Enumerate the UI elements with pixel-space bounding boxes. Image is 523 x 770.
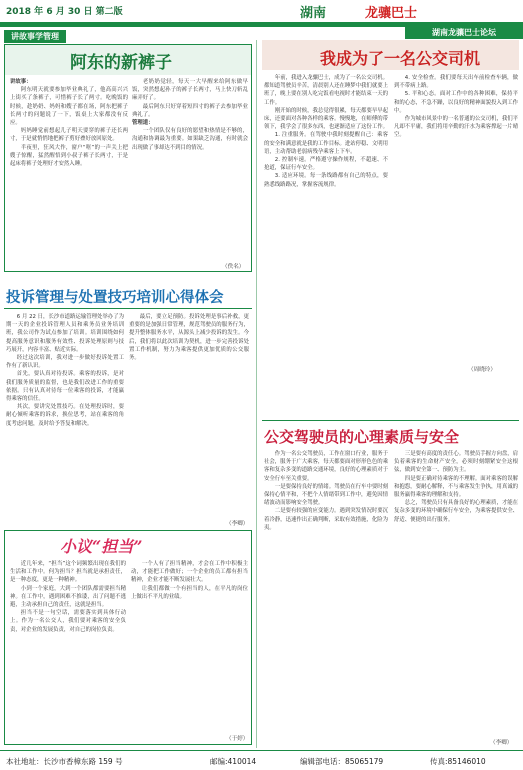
article-body-col1 <box>10 560 126 742</box>
paragraph: 刚开始的时候，我总觉得很累，每天都要早早起床，还要面对各种各样的乘客。慢慢地，在师傅的带领下，我学会了很多东西，也逐渐适应了这份工作。 <box>264 107 388 131</box>
paragraph: 小到一个家庭，大到一个团队都需要担当精神。在工作中，遇到困难不推诿，出了问题不逃避，主动承担自己的责任，这就是担当。 <box>10 585 126 609</box>
article-body-col2 <box>394 450 518 738</box>
footer-fax: 传真:85146010 <box>430 757 486 766</box>
issue-date: 2018 年 6 月 30 日 第二版 <box>6 7 123 17</box>
page-header <box>0 0 523 22</box>
author-sign: （周晓玲） <box>468 367 496 373</box>
article-body-col1 <box>10 78 128 268</box>
article-body-col2 <box>131 560 248 732</box>
article-body-col1 <box>6 313 124 527</box>
article-title: 投诉管理与处置技巧培训心得体会 <box>6 289 224 306</box>
article-body-col1 <box>264 450 388 746</box>
paragraph: 讲故事： <box>10 79 32 85</box>
paragraph: 担当不是一句空话，需要落实到具体行动上。作为一名公交人，我们要对乘客的安全负责，对企业的发展负责，对自己的岗位负责。 <box>10 610 126 633</box>
paragraph: 其次，要讲究处置技巧。在处理投诉时，要耐心倾听乘客的诉求，换位思考，站在乘客的角度考虑问题，及时给予答复和解决。 <box>6 404 124 427</box>
paragraph: 首先，要认真对待投诉。乘客的投诉，是对我们服务质量的监督，也是我们改进工作的重要依据。只有认真对待每一位乘客的投诉，才能赢得乘客的信任。 <box>6 371 124 403</box>
paragraph: 5. 平和心态。面对工作中的各种困难，保持平和的心态，不急不躁，以良好的精神面貌投入到工作中。 <box>394 91 518 114</box>
article-body-col1 <box>264 74 388 414</box>
author-sign: （于婷） <box>226 736 249 742</box>
paragraph: 妈妈睡觉前想起儿子明天要穿的裤子还长两寸，于是就悄悄地把裤子剪好叠好放回原处。 <box>10 128 128 143</box>
paragraph: 一个人有了担当精神，才会在工作中积极主动，才能把工作做好；一个企业的员工都有担当精神，企业才能不断发展壮大。 <box>131 561 248 584</box>
article-title: 我成为了一名公交司机 <box>320 49 481 68</box>
footer-address: 本社地址：长沙市香樟东路 159 号 <box>6 757 123 766</box>
paragraph: 管理道： <box>132 120 154 127</box>
paragraph: 半夜里，狂风大作，窗户“哐”的一声关上把嫂子惊醒，猛然醒悟到小叔子裤子长两寸，于是起床将裤子处理好才安然入睡。 <box>10 144 128 168</box>
footer-phone: 编辑部电话：85065179 <box>300 757 384 766</box>
article-body-col2 <box>132 78 248 258</box>
article-body-col2 <box>394 74 518 364</box>
masthead-logo: 湖南 <box>300 6 327 21</box>
paragraph: 1. 注重服务。在驾驶中我时刻提醒自己：乘客的安全和满意就是我的工作目标。进站停稳、文明用语，主动帮助老弱病残孕乘客上下车。 <box>264 132 388 155</box>
divider <box>4 308 252 309</box>
paragraph: 三是要有高度的责任心。驾驶员手握方向盘，肩负着乘客的生命财产安全，必须时刻绷紧安全这根弦，做到安全第一、预防为主。 <box>394 451 518 474</box>
paragraph: 经过这次培训，我对进一步做好投诉处置工作有了新认识。 <box>6 355 124 370</box>
section-subtitle: 湖南龙骧巴士论坛 <box>405 27 523 39</box>
paragraph: 总之，驾驶员只有具备良好的心理素质，才能在复杂多变的环境中确保行车安全，为乘客提供安全、舒适、便捷的出行服务。 <box>394 500 518 523</box>
paragraph: 6 月 22 日，长沙市道路运输管理处举办了为期一天的企业投诉管理人员和乘务员业务培训班，我公司作为试点参加了培训。培训围绕如何提高服务意识和服务有效性、投诉处理原则与技巧展开，内容丰富、贴近实际。 <box>6 314 124 353</box>
paragraph: 最后阿东只好穿着短四寸的裤子去参加毕业典礼了。 <box>132 103 248 118</box>
masthead-logo-red: 龙骧巴士 <box>365 6 418 21</box>
paragraph: 阿东明天就要参加毕业典礼了，他高高兴兴上街买了条裤子，可惜裤子长了两寸。吃晚饭的时候，趁奶奶、妈妈和嫂子都在场，阿东把裤子长两寸的问题说了一下，饭桌上大家都没有反应。 <box>10 87 128 127</box>
article-title: 公交驾驶员的心理素质与安全 <box>264 428 460 446</box>
paragraph: 老奶奶觉轻，每天一大早醒来给阿东做早饭，突然想起孙子的裤子长两寸，马上快刀斩乱麻弄好了。 <box>132 79 248 102</box>
article-body-col2 <box>129 313 249 519</box>
paragraph: 作为城市风景中的一名普通的公交司机，我们平凡却不平庸，我们将用辛勤的汗水为乘客撑起一片晴空。 <box>394 116 518 139</box>
paragraph: 年前，我进入龙骧巴士，成为了一名公交司机。都知道驾驶员辛苦，清晨别人还在睡梦中我们就要上班了，晚上要在别人吃完饭看电视时才能结束一天的工作。 <box>264 75 388 106</box>
column-divider <box>256 40 257 748</box>
paragraph: 2. 控制车速。严格遵守操作规程，不超速、不抢道，保证行车安全。 <box>264 157 388 172</box>
footer-postcode: 邮编:410014 <box>210 757 257 766</box>
divider <box>262 420 519 421</box>
paragraph: 四是要正确对待乘客的不理解。面对乘客的误解和抱怨，要耐心解释，不与乘客发生争执，用真诚的服务赢得乘客的理解和支持。 <box>394 475 518 499</box>
paragraph: 让我们都做一个有担当的人，在平凡的岗位上做出不平凡的业绩。 <box>131 585 248 600</box>
paragraph: 4. 安全检查。我们要每天出车前检查车辆，做到不带病上路。 <box>394 75 518 90</box>
author-sign: （佚名） <box>222 264 245 270</box>
paragraph: 作为一名公交驾驶员，工作在窗口行业，服务于社会，服务于广大乘客，每天都要面对形形色色的乘客和复杂多变的道路交通环境，良好的心理素质对于安全行车至关重要。 <box>264 451 388 482</box>
article-title: 小议“担当” <box>60 537 143 556</box>
paragraph: 一个团队仅有良好的愿望和热情是不够的，沟通和协调最为重要。如果缺乏沟通，有时就会出现做了事却达不到目的情况。 <box>132 128 248 151</box>
paragraph: 一是要保持良好的情绪。驾驶员在行车中要时刻保持心情平和，不把个人情绪带到工作中，避免因情绪波动而影响安全驾驶。 <box>264 483 388 507</box>
paragraph: 近几年来，“担当”这个词频繁出现在我们的生活和工作中。何为担当？担当就是承担责任，是一种态度，更是一种精神。 <box>10 561 126 584</box>
author-sign: （李卿） <box>490 740 513 746</box>
paragraph: 二是要有较强的应变能力。遇到突发情况时要沉着冷静，迅速作出正确判断，采取有效措施，化险为夷。 <box>264 508 388 531</box>
section-tag: 讲故事学管理 <box>4 30 66 43</box>
page-footer <box>0 750 523 770</box>
author-sign: （李卿） <box>226 521 249 527</box>
paragraph: 3. 适应环境。每一条线路都有自己的特点，要熟悉线路路况，掌握客流规律。 <box>264 173 388 188</box>
paragraph: 最后，要立足预防。投诉处理是事后补救，更重要的是加强日常管理，规范驾驶员的服务行为，提升整体服务水平，从源头上减少投诉的发生。今后，我们将以此次培训为契机，进一步完善投诉处置工作机制，努力为乘客提供更加优质的公交服务。 <box>129 314 249 362</box>
article-title: 阿东的新裤子 <box>70 53 172 73</box>
